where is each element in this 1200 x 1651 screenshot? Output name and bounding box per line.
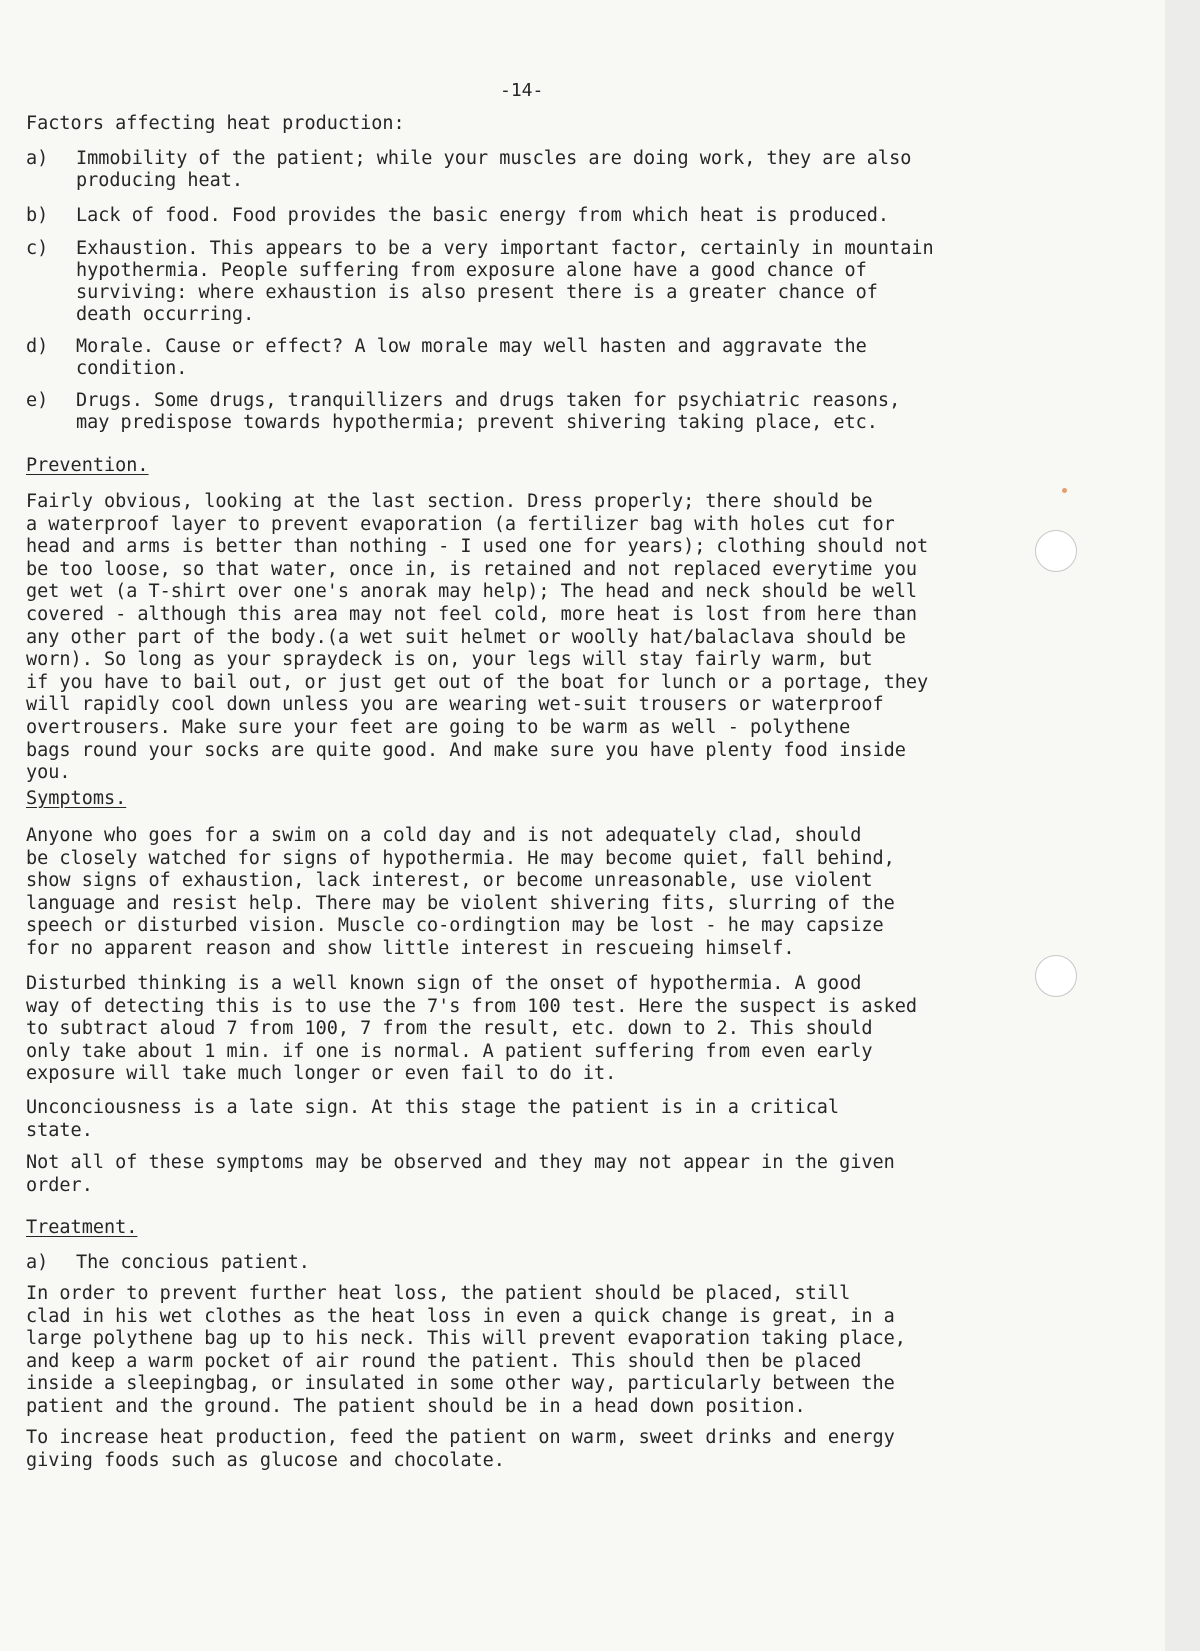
factor-text: Morale. Cause or effect? A low morale may well hasten and aggravate the condition. xyxy=(76,336,867,379)
factor-label: a) xyxy=(26,148,49,169)
factors-intro: Factors affecting heat production: xyxy=(26,113,405,134)
treatment-heading: Treatment. xyxy=(26,1217,138,1238)
page-number: -14- xyxy=(500,80,544,101)
paper-speck xyxy=(1062,488,1067,493)
treatment-paragraph-1: In order to prevent further heat loss, the patient should be placed, still clad in his wet clothes as the heat loss in even a quick change is great, in a large polythene bag up to his neck. This will prevent evaporation taking place, and keep a warm pocket of air round the patient. This should then be placed inside a sleepingbag, or insulated in some other way, particularly between the patient and the ground. The patient should be in a head down position. xyxy=(26,1283,906,1417)
prevention-heading: Prevention. xyxy=(26,455,149,476)
treatment-sub-label: a) xyxy=(26,1252,49,1273)
symptoms-paragraph-3: Unconciousness is a late sign. At this stage the patient is in a critical state. xyxy=(26,1097,840,1141)
factor-text: Exhaustion. This appears to be a very important factor, certainly in mountain hypothermia. People suffering from exposure alone have a good chance of surviving: where exhaustion is also present there is a greater chance of death occurring. xyxy=(76,238,934,325)
factor-text: Lack of food. Food provides the basic energy from which heat is produced. xyxy=(76,205,890,226)
symptoms-paragraph-1: Anyone who goes for a swim on a cold day and is not adequately clad, should be closely watched for signs of hypothermia. He may become quiet, fall behind, show signs of exhaustion, lack interest, or become unreasonable, use violent language and resist help. There may be violent shivering fits, slurring of the speech or disturbed vision. Muscle co-ordingtion may be lost - he may capsize for no apparent reason and show little interest in rescueing himself. xyxy=(26,825,895,959)
factor-text: Drugs. Some drugs, tranquillizers and drugs taken for psychiatric reasons, may predispose towards hypothermia; prevent shivering taking place, etc. xyxy=(76,390,901,433)
factor-label: d) xyxy=(26,336,49,357)
symptoms-paragraph-4: Not all of these symptoms may be observed and they may not appear in the given order. xyxy=(26,1152,895,1196)
symptoms-paragraph-2: Disturbed thinking is a well known sign of the onset of hypothermia. A good way of detecting this is to use the 7's from 100 test. Here the suspect is asked to subtract aloud 7 from 100, 7 from the result, etc. down to 2. This should only take about 1 min. if one is normal. A patient suffering from even early exposure will take much longer or even fail to do it. xyxy=(26,973,918,1085)
factor-label: e) xyxy=(26,390,49,411)
factor-label: c) xyxy=(26,238,49,259)
symptoms-heading: Symptoms. xyxy=(26,788,127,809)
treatment-sub-text: The concious patient. xyxy=(76,1252,310,1273)
prevention-paragraph: Fairly obvious, looking at the last section. Dress properly; there should be a waterproof layer to prevent evaporation (a fertilizer bag with holes cut for head and arms is better than nothing - I used one for years); clothing should not be too loose, so that water, once in, is retained and not replaced everytime you get wet (a T-shirt over one's anorak may help); The head and neck should be well covered - although this area may not feel cold, more heat is lost from here than any other part of the body.(a wet suit helmet or woolly hat/balaclava should be worn). So long as your spraydeck is on, your legs will stay fairly warm, but if you have to bail out, or just get out of the boat for lunch or a portage, they will rapidly cool down unless you are wearing wet-suit trousers or waterproof overtrousers. Make sure your feet are going to be warm as well - polythene bags round your socks are quite good. And make sure you have plenty food inside you. xyxy=(26,491,929,784)
factor-text: Immobility of the patient; while your muscles are doing work, they are also producing heat. xyxy=(76,148,912,191)
treatment-paragraph-2: To increase heat production, feed the patient on warm, sweet drinks and energy giving foods such as glucose and chocolate. xyxy=(26,1427,895,1471)
factor-label: b) xyxy=(26,205,49,226)
scanner-edge xyxy=(1165,0,1200,1651)
